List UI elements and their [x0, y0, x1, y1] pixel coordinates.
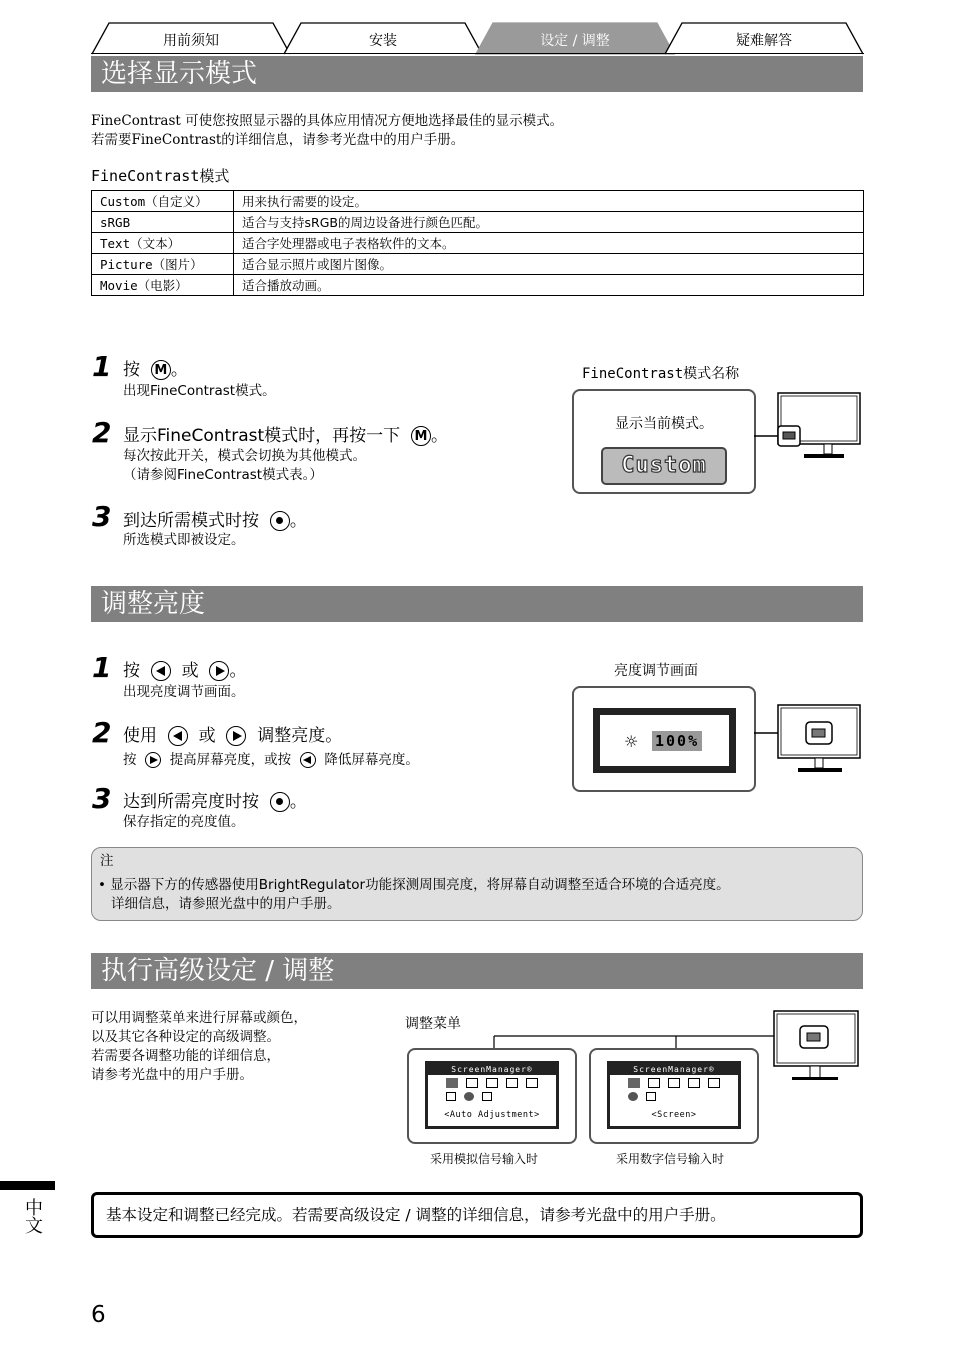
step-text: 按 [123, 360, 140, 380]
mode-desc: 适合与支持sRGB的周边设备进行颜色匹配。 [234, 212, 864, 233]
step-sub [123, 447, 366, 485]
monitor-icon [754, 390, 864, 465]
step-text: 或 [181, 661, 199, 681]
step-text: 使用 [123, 726, 157, 746]
side-marker [0, 1181, 55, 1190]
step-text: 。 [430, 426, 448, 446]
screen-icon [446, 1078, 458, 1088]
step-text: 。 [229, 661, 247, 681]
step-title [123, 656, 246, 681]
menu-icon-row [446, 1078, 538, 1088]
section-title-display-mode: 选择显示模式 [91, 56, 863, 92]
mode-desc: 适合播放动画。 [234, 275, 864, 296]
note-line: • 显示器下方的传感器使用BrightRegulator功能探测周围亮度，将屏幕自动调整至适合环境的合适亮度。 [98, 877, 730, 893]
monitor-icon [754, 700, 864, 778]
step-title [123, 787, 307, 812]
mode-name-text: Custom [621, 453, 707, 478]
tab-label: 用前须知 [163, 33, 219, 49]
completion-box: 基本设定和调整已经完成。若需要高级设定 / 调整的详细信息，请参考光盘中的用户手册。 [91, 1192, 863, 1238]
brightness-screen [593, 708, 736, 773]
menu-icon-row [446, 1092, 492, 1101]
enter-button-icon [270, 511, 290, 531]
step-sub [123, 751, 419, 770]
brightness-figure-panel [572, 686, 756, 792]
section-title-brightness: 调整亮度 [91, 586, 863, 622]
step-number: 3 [92, 782, 112, 815]
step-sub: 所选模式即被设定。 [123, 532, 245, 548]
tab-settings[interactable] [475, 22, 675, 54]
mode-name: sRGB [92, 212, 234, 233]
sound-icon [668, 1078, 680, 1088]
step-number: 2 [92, 416, 112, 449]
step-sub: 保存指定的亮度值。 [123, 814, 245, 830]
step-text: 或 [198, 726, 216, 746]
text-line: 请参考光盘中的用户手册。 [91, 1067, 253, 1083]
tab-label: 设定 / 调整 [540, 33, 610, 49]
left-button-icon [300, 752, 316, 768]
analog-menu-panel [407, 1048, 577, 1144]
step-text: 调整亮度。 [257, 726, 343, 746]
figure-caption: 亮度调节画面 [614, 663, 698, 679]
mode-desc: 用来执行需要的设定。 [234, 191, 864, 212]
page-number: 6 [91, 1302, 106, 1328]
color-icon [648, 1078, 660, 1088]
digital-menu-panel [589, 1048, 759, 1144]
screenmanager-window [425, 1061, 559, 1129]
step-text: 。 [289, 511, 307, 531]
table-caption: FineContrast模式 [91, 167, 230, 185]
finecontrast-mode-table [91, 190, 864, 296]
right-button-icon [209, 661, 229, 681]
menu-item: <Auto Adjustment> [444, 1110, 540, 1120]
tools-icon [708, 1078, 720, 1088]
language-icon [464, 1092, 474, 1101]
tab-label: 安装 [369, 33, 397, 49]
sound-icon [486, 1078, 498, 1088]
step-text: 到达所需模式时按 [123, 511, 259, 531]
sun-icon: ☼ [624, 732, 639, 751]
enter-button-icon [270, 792, 290, 812]
tab-label: 疑难解答 [736, 33, 792, 49]
step-number: 2 [92, 716, 112, 749]
figure-caption: 调整菜单 [405, 1016, 461, 1032]
step-text: 达到所需亮度时按 [123, 792, 259, 812]
step-number: 1 [92, 651, 112, 684]
finecontrast-figure-panel [572, 389, 756, 494]
note-line: 详细信息，请参照光盘中的用户手册。 [111, 896, 341, 912]
step-title [123, 506, 307, 531]
figure-subcaption: 采用数字信号输入时 [616, 1152, 725, 1166]
reset-icon [482, 1092, 492, 1101]
note-box [91, 847, 863, 921]
mode-desc: 适合字处理器或电子表格软件的文本。 [234, 233, 864, 254]
language-icon [628, 1092, 638, 1101]
menu-icon-row [628, 1078, 720, 1088]
mode-desc: 适合显示照片或图片图像。 [234, 254, 864, 275]
text-line: 可以用调整菜单来进行屏幕或颜色， [91, 1010, 307, 1026]
note-title: 注 [100, 853, 114, 869]
reset-icon [646, 1092, 656, 1101]
section1-intro [91, 112, 563, 150]
menu-header: ScreenManager® [428, 1064, 556, 1075]
mode-name: Movie（电影） [92, 275, 234, 296]
right-button-icon [226, 726, 246, 746]
left-button-icon [168, 726, 188, 746]
table-row [92, 254, 864, 275]
text-line: 以及其它各种设定的高级调整。 [91, 1029, 280, 1045]
step-title [123, 421, 448, 446]
step-text: 。 [170, 360, 188, 380]
step-number: 3 [92, 500, 112, 533]
mode-button-icon: M [411, 426, 431, 446]
intro-line: FineContrast 可使您按照显示器的具体应用情况方便地选择最佳的显示模式。 [91, 113, 564, 129]
table-row [92, 233, 864, 254]
figure-caption: FineContrast模式名称 [582, 366, 740, 382]
screenmanager-window [607, 1061, 741, 1129]
intro-line: 若需要FineContrast的详细信息，请参考光盘中的用户手册。 [91, 132, 465, 148]
mode-name-display [601, 447, 727, 485]
powersave-icon [688, 1078, 700, 1088]
step-sub-line: （请参阅FineContrast模式表。） [123, 467, 323, 483]
step-sub: 出现亮度调节画面。 [123, 684, 245, 700]
step-sub-text: 按 [123, 752, 137, 768]
figure-subcaption: 采用模拟信号输入时 [430, 1152, 539, 1166]
table-row [92, 212, 864, 233]
right-button-icon [145, 752, 161, 768]
step-number: 1 [92, 350, 112, 383]
step-sub-text: 提高屏幕亮度，或按 [169, 752, 292, 768]
left-button-icon [151, 661, 171, 681]
menu-item: <Screen> [651, 1110, 697, 1120]
table-row [92, 275, 864, 296]
step-sub-text: 降低屏幕亮度。 [324, 752, 419, 768]
text-line: 若需要各调整功能的详细信息， [91, 1048, 280, 1064]
color-icon [466, 1078, 478, 1088]
section-title-advanced: 执行高级设定 / 调整 [91, 953, 863, 989]
mode-name: Picture（图片） [92, 254, 234, 275]
info-icon [446, 1092, 456, 1101]
mode-name: Custom（自定义） [92, 191, 234, 212]
step-text: 。 [289, 792, 307, 812]
tab-troubleshooting[interactable] [664, 22, 864, 54]
language-label: 中文 [22, 1198, 43, 1234]
mode-button-icon: M [151, 360, 171, 380]
step-title [123, 721, 342, 746]
tab-install[interactable] [283, 22, 483, 54]
tab-before-use[interactable] [91, 22, 291, 54]
powersave-icon [506, 1078, 518, 1088]
tools-icon [526, 1078, 538, 1088]
step-text: 显示FineContrast模式时，再按一下 [123, 426, 401, 446]
mode-name: Text（文本） [92, 233, 234, 254]
step-title [123, 355, 188, 380]
brightness-value: 100% [652, 731, 702, 751]
step-sub: 出现FineContrast模式。 [123, 383, 276, 399]
menu-header: ScreenManager® [610, 1064, 738, 1075]
step-sub-line: 每次按此开关，模式会切换为其他模式。 [123, 448, 366, 464]
table-row [92, 191, 864, 212]
menu-icon-row [628, 1092, 656, 1101]
figure-text: 显示当前模式。 [615, 416, 713, 432]
screen-icon [628, 1078, 640, 1088]
step-text: 按 [123, 661, 140, 681]
tab-baseline [91, 53, 864, 54]
section3-text [91, 1009, 307, 1085]
